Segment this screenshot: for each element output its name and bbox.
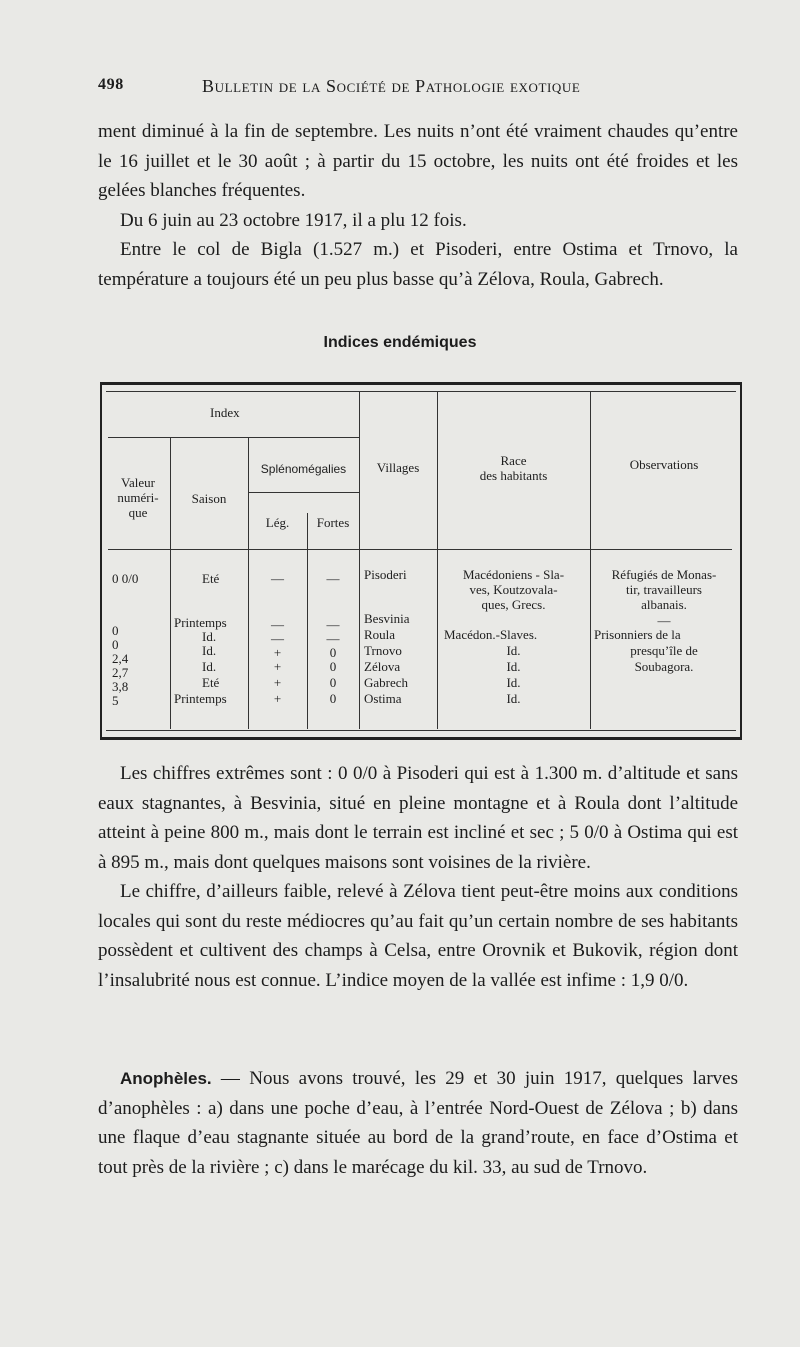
header-observations: Observations <box>629 457 699 472</box>
cell-valeur: 5 <box>112 693 119 708</box>
splenomegaly-rule <box>248 492 359 493</box>
cell-race: Macédon.-Slaves. <box>444 627 538 642</box>
cell-village: Gabrech <box>364 675 409 690</box>
cell-valeur: 0 <box>112 623 119 638</box>
cell-valeur: 2,4 <box>112 651 129 666</box>
endemic-index-table <box>100 382 742 740</box>
cell-village: Zélova <box>364 659 401 674</box>
paragraph-rain: Du 6 juin au 23 octobre 1917, il a plu 12 fois. <box>120 209 467 231</box>
header-index: Index <box>210 405 240 420</box>
cell-race: Id. <box>506 659 521 674</box>
cell-leg: + <box>273 675 282 690</box>
cell-village: Trnovo <box>364 643 402 658</box>
header-leg: Lég. <box>265 515 290 530</box>
bottom-text-block <box>98 759 738 995</box>
cell-fortes: — <box>326 617 340 632</box>
table-divider <box>590 391 591 729</box>
table-rule <box>108 549 732 550</box>
cell-valeur: 2,7 <box>112 665 129 680</box>
cell-fortes: 0 <box>329 675 337 690</box>
table-divider <box>170 437 171 729</box>
cell-fortes: 0 <box>329 691 337 706</box>
header-splenomegalies: Splénomégalies <box>260 462 347 476</box>
paragraph-temperature: ment diminué à la fin de septembre. Les nuits n’ont été vraiment chaudes qu’entre le 16 juillet et le 30 août ; à partir du 15 octobre, les nuits ont été froides et les gelées blanches fréquentes. <box>98 121 738 201</box>
journal-title: Bulletin de la Société de Pathologie exotique <box>202 76 581 96</box>
cell-village: Pisoderi <box>364 567 407 582</box>
cell-saison: Eté <box>202 675 220 690</box>
header-saison: Saison <box>191 491 227 506</box>
cell-valeur: 0 <box>112 637 119 652</box>
table-divider <box>307 513 308 729</box>
section-title-anopheles: Anophèles. <box>120 1069 212 1088</box>
cell-saison: Id. <box>202 643 217 658</box>
cell-saison: Printemps <box>174 691 227 706</box>
cell-race: Id. <box>506 675 521 690</box>
cell-valeur: 3,8 <box>112 679 129 694</box>
cell-fortes: 0 <box>329 645 337 660</box>
cell-observations: Soubagora. <box>634 659 694 674</box>
cell-leg: — <box>271 571 284 586</box>
cell-saison: Eté <box>202 571 220 586</box>
paragraph-zelova: Le chiffre, d’ailleurs faible, relevé à Zélova tient peut-être moins aux conditions locales qui sont du reste médiocres qu’au fait qu’un certain nombre de ses habitants possèdent et cultivent des champs à Celsa, entre Orovnik et Bukovik, région dont l’insalubrité nous est connue. L’indice moyen de la vallée est infime : 1,9 0/0. <box>98 881 738 991</box>
top-text-block <box>98 117 738 294</box>
cell-leg: — <box>271 617 284 632</box>
cell-leg: + <box>273 645 282 660</box>
cell-race: Macédoniens - Sla- ves, Koutzovala- ques, Grecs. <box>462 567 565 612</box>
paragraph-anopheles <box>98 1064 738 1182</box>
cell-fortes: 0 <box>329 659 337 674</box>
table-divider <box>359 391 360 729</box>
header-fortes: Fortes <box>316 515 350 530</box>
cell-leg: — <box>271 631 284 646</box>
paragraph-bigla: Entre le col de Bigla (1.527 m.) et Pisoderi, entre Ostima et Trnovo, la température a toujours été un peu plus basse qu’à Zélova, Roula, Gabrech. <box>98 239 738 290</box>
cell-village: Ostima <box>364 691 402 706</box>
table-divider <box>437 391 438 729</box>
cell-observations: presqu’île de <box>630 643 698 658</box>
page-number: 498 <box>98 76 124 93</box>
table-divider <box>248 437 249 729</box>
cell-race: Id. <box>506 643 521 658</box>
cell-leg: + <box>273 691 282 706</box>
cell-saison: Id. <box>202 629 217 644</box>
cell-village: Besvinia <box>364 611 410 626</box>
cell-observations: — <box>657 613 671 628</box>
cell-fortes: — <box>326 631 340 646</box>
table-caption: Indices endémiques <box>323 334 477 351</box>
cell-saison: Printemps <box>174 615 227 630</box>
header-valeur: Valeur numéri- que <box>117 475 159 520</box>
anopheles-block <box>98 1064 738 1182</box>
anopheles-text: — Nous avons trouvé, les 29 et 30 juin 1917, quelques larves d’anophèles : a) dans une poche d’eau, à l’entrée Nord-Ouest de Zélova ; b) dans une flaque d’eau stagnante située au bord de la grand’route, en face d’Ostima et tout près de la rivière ; c) dans le marécage du kil. 33, au sud de Trnovo. <box>98 1068 738 1178</box>
cell-observations: Prisonniers de la <box>594 627 681 642</box>
cell-valeur: 0 0/0 <box>112 571 139 586</box>
paragraph-extremes: Les chiffres extrêmes sont : 0 0/0 à Pisoderi qui est à 1.300 m. d’altitude et sans eaux stagnantes, à Besvinia, situé en pleine montagne et à Roula dont l’altitude atteint à peine 800 m., mais dont le terrain est incliné et sec ; 5 0/0 à Ostima qui est à 895 m., mais dont quelques maisons sont voisines de la rivière. <box>98 763 738 873</box>
cell-race: Id. <box>506 691 521 706</box>
header-race: Race des habitants <box>479 453 548 483</box>
cell-observations: Réfugiés de Monas- tir, travailleurs albanais. <box>611 567 717 612</box>
cell-saison: Id. <box>202 659 217 674</box>
cell-village: Roula <box>364 627 396 642</box>
cell-fortes: — <box>326 571 340 586</box>
header-villages: Villages <box>376 460 420 475</box>
cell-leg: + <box>273 659 282 674</box>
table-rule <box>108 437 359 438</box>
